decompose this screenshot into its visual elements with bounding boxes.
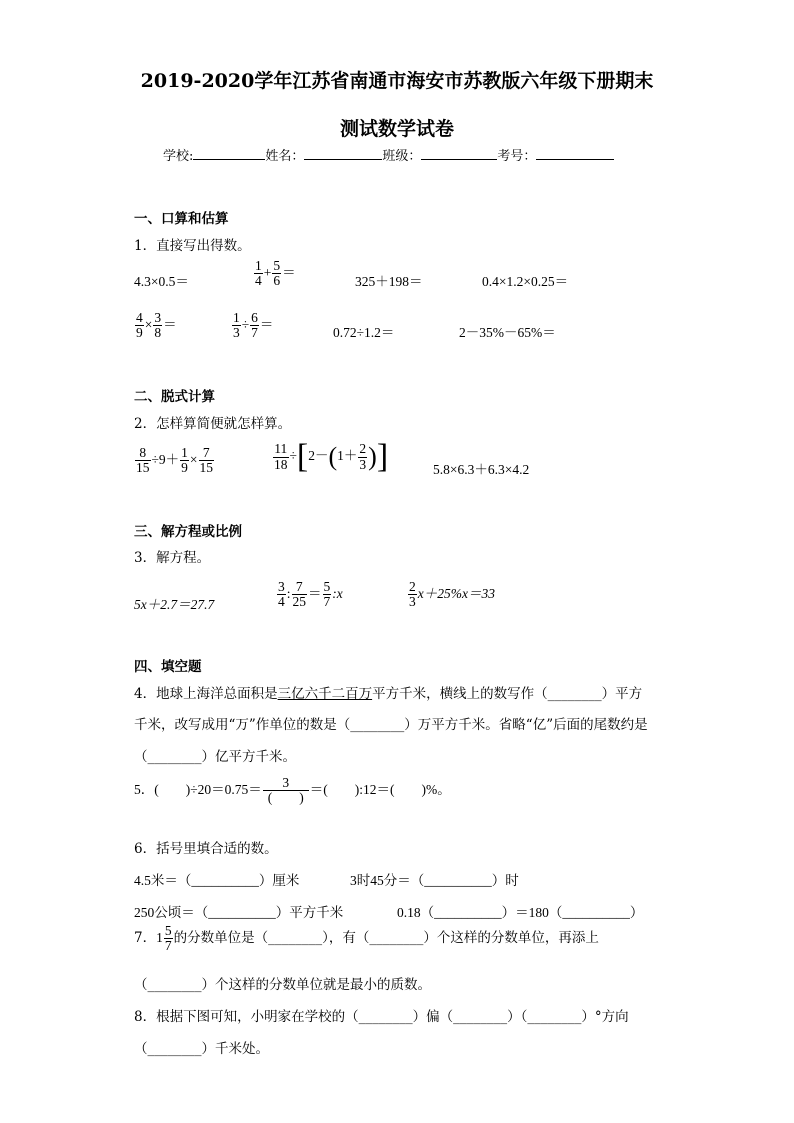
q1f-f1-num: 1 [233, 310, 240, 325]
q2e2-f1-den: 18 [274, 456, 288, 472]
q1-item-g: 0.72÷1.2＝ [333, 325, 395, 340]
q1e-f2-den: 8 [154, 325, 162, 341]
q7-line-1 [134, 924, 599, 953]
q2e1-f3-num: 7 [199, 446, 215, 461]
q2-label: 2．怎样算简便就怎样算。 [134, 416, 292, 432]
q5-frac-den[interactable]: ( ) [267, 790, 304, 806]
q2e2-left-paren: ( [328, 442, 338, 471]
q1-item-f [231, 311, 273, 340]
q3-label: 3．解方程。 [134, 550, 211, 566]
q1f-op: ÷ [241, 316, 250, 332]
q6-item-c: 250公顷＝（__________）平方千米 [134, 905, 344, 920]
q2e2-two: 2－ [308, 448, 329, 464]
q6-label: 6．括号里填合适的数。 [134, 841, 278, 857]
q1-item-b [253, 259, 296, 288]
q1-label: 1．直接写出得数。 [134, 238, 251, 254]
q7-number: 7． [134, 930, 157, 947]
q3e3-f-den: 3 [409, 594, 416, 610]
q2e2-op1: ÷ [289, 448, 297, 464]
q1e-eq: ＝ [163, 316, 177, 332]
q1b-eq: ＝ [282, 264, 296, 280]
q1b-f2-num: 5 [273, 258, 281, 273]
q3e3-f-num: 2 [409, 579, 416, 594]
q2-expr-2 [272, 440, 388, 474]
q1b-f1-den: 4 [255, 273, 262, 289]
q5-frac-num: 3 [263, 776, 309, 791]
q1b-f2-den: 6 [273, 273, 281, 289]
q6-item-d: 0.18（__________）＝180（__________） [397, 905, 644, 920]
q2e1-op2: × [189, 451, 198, 467]
q3e2-f3-num: 5 [323, 579, 331, 594]
q2e1-f2-num: 1 [181, 445, 188, 460]
q1f-f2-num: 6 [251, 310, 258, 325]
q7-whole: 1 [156, 930, 163, 946]
q1-item-e [134, 311, 177, 340]
q4-underlined-number: 三亿六千二百万 [277, 686, 373, 702]
q4-line-2: 千米，改写成用“万”作单位的数是（________）万平方千米。省略“亿”后面的尾数约是 [134, 717, 648, 733]
q3e2-f1-den: 4 [278, 594, 285, 610]
q2e1-f1-den: 15 [136, 460, 150, 476]
q8-line-1: 8．根据下图可知，小明家在学校的（________）偏（________）（________）°方向 [134, 1009, 629, 1025]
name-blank[interactable] [304, 145, 382, 160]
q3e2-eq: ＝ [308, 585, 322, 601]
q7-frac-num: 5 [164, 923, 172, 938]
q8-line-2: （________）千米处。 [134, 1041, 269, 1057]
q2e1-op1: ÷9＋ [151, 451, 180, 467]
q3e2-f2-den: 25 [292, 594, 307, 610]
q2e2-one: 1＋ [337, 448, 358, 464]
q5-line [134, 776, 451, 805]
q3-equation-1: 5x＋2.7＝27.7 [134, 597, 215, 612]
class-blank[interactable] [421, 145, 497, 160]
q2e2-f2-num: 2 [359, 441, 367, 457]
q6-item-b: 3时45分＝（__________）时 [350, 873, 519, 888]
section-2-heading: 二、脱式计算 [134, 389, 215, 405]
q3e2-f3-den: 7 [323, 594, 331, 610]
name-label: 姓名： [265, 149, 305, 164]
q4-line-3: （________）亿平方千米。 [134, 749, 296, 765]
school-label: 学校: [163, 149, 194, 164]
q1-item-h: 2－35%－65%＝ [459, 325, 556, 340]
section-3-heading: 三、解方程或比例 [134, 524, 242, 540]
q2e2-f1-num: 11 [274, 441, 288, 457]
q1f-eq: ＝ [259, 316, 274, 332]
q4-line-1-b: 平方千米，横线上的数写作（________）平方 [372, 686, 643, 702]
q1e-f1-den: 9 [136, 325, 143, 341]
q1b-f1-num: 1 [255, 258, 262, 273]
q3e2-colon: : [286, 585, 291, 601]
q4-line-1-a: 4．地球上海洋总面积是 [134, 686, 278, 702]
section-1-heading: 一、口算和估算 [134, 211, 229, 227]
q1f-f2-den: 7 [251, 325, 258, 341]
q1-item-d: 0.4×1.2×0.25＝ [482, 274, 569, 289]
q1e-f2-num: 3 [154, 310, 162, 325]
q7-frac-den: 7 [164, 938, 172, 954]
q2e2-right-bracket: ] [376, 438, 389, 475]
q2-expr-3: 5.8×6.3＋6.3×4.2 [433, 462, 530, 477]
q1f-f1-den: 3 [233, 325, 240, 341]
section-4-heading: 四、填空题 [134, 659, 202, 675]
q6-item-a: 4.5米＝（__________）厘米 [134, 873, 300, 888]
q2e2-f2-den: 3 [359, 456, 367, 472]
student-info-line [163, 145, 614, 164]
q5-part-b: ＝( ):12＝( )%。 [309, 781, 451, 797]
q7-line-2: （________）个这样的分数单位就是最小的质数。 [134, 977, 431, 993]
q3e2-f1-num: 3 [278, 579, 285, 594]
class-label: 班级： [382, 149, 422, 164]
q2-expr-1 [134, 446, 215, 475]
q3-equation-3 [407, 580, 495, 609]
q3e2-tail: :x [332, 585, 343, 601]
school-blank[interactable] [193, 145, 265, 160]
exam-no-blank[interactable] [536, 145, 614, 160]
q1e-op: × [144, 316, 153, 332]
q1-item-c: 325＋198＝ [355, 274, 423, 289]
q2e1-f2-den: 9 [181, 460, 188, 476]
q2e2-left-bracket: [ [296, 438, 309, 475]
q2e2-right-paren: ) [368, 442, 377, 471]
q4-line-1 [134, 682, 642, 702]
q3e2-f2-num: 7 [292, 580, 308, 595]
q7-line-1-b: 的分数单位是（________），有（________）个这样的分数单位，再添上 [173, 930, 599, 947]
q1b-op: + [263, 264, 272, 280]
title-line-2: 测试数学试卷 [339, 118, 454, 140]
q3e3-tail: x＋25%x＝33 [417, 585, 495, 601]
q2e1-f3-den: 15 [199, 460, 214, 476]
title-line-1: 2019-2020学年江苏省南通市海安市苏教版六年级下册期末 [140, 70, 654, 92]
q1-item-a: 4.3×0.5＝ [134, 274, 189, 289]
q2e1-f1-num: 8 [135, 446, 151, 461]
q3-equation-2 [276, 580, 343, 609]
exam-no-label: 考号： [497, 149, 537, 164]
q5-part-a: 5．( )÷20＝0.75＝ [134, 781, 262, 797]
q1e-f1-num: 4 [136, 310, 143, 325]
